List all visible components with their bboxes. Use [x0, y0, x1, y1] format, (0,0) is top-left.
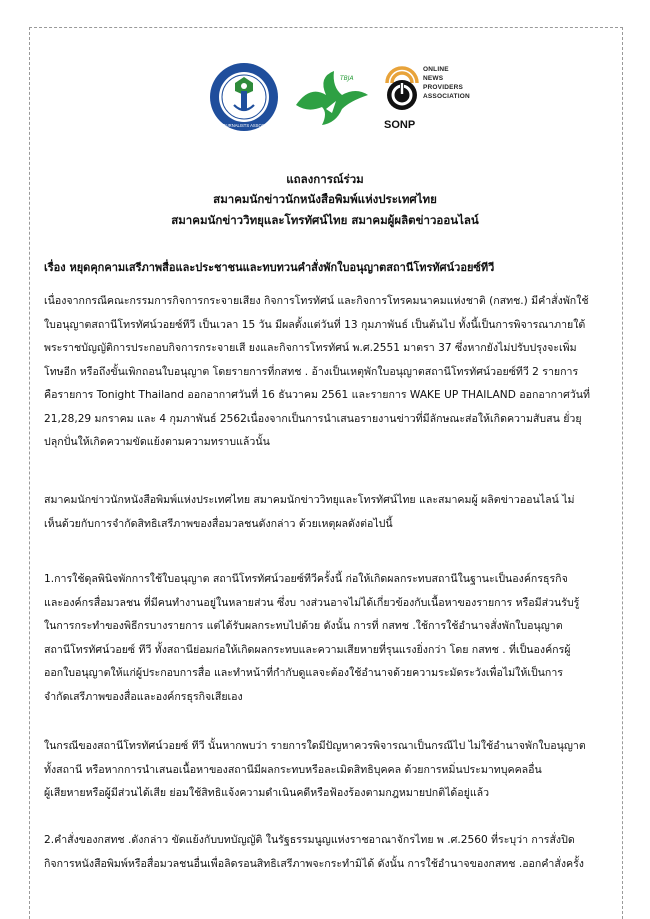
statement-org-2: สมาคมนักข่าววิทยุและโทรทัศน์ไทย สมาคมผู้ผลิตข่าวออนไลน์: [171, 213, 479, 227]
text-line: 2.คำสั่งของกสทช .ดังกล่าว ขัดแย้งกับบทบัญญัติ ในรัฐธรรมนูญแห่งราชอาณาจักรไทย พ .ศ.2560 ที่ระบุว่า การสั่งปิด: [44, 834, 575, 846]
text-line: ผู้เสียหายหรือผู้มีส่วนได้เสีย ย่อมใช้สิทธิแจ้งความดำเนินคดีหรือฟ้องร้องตามกฎหมายปกติได้อยู่แล้ว: [44, 787, 490, 799]
sonp-line-providers: PROVIDERS: [423, 84, 464, 91]
text-line: ออกใบอนุญาตให้แก่ผู้ประกอบการสื่อ และทำหน้าที่กำกับดูแลจะต้องใช้อำนาจด้วยความระมัดระวังเพื่อไม่ให้เป็นการ: [44, 667, 563, 679]
sonp-label: SONP: [384, 119, 416, 131]
text-line: สมาคมนักข่าวนักหนังสือพิมพ์แห่งประเทศไทย สมาคมนักข่าววิทยุและโทรทัศน์ไทย และสมาคมผู้ ผลิตข่าวออนไลน์ ไม่: [44, 494, 575, 506]
sonp-line-online: ONLINE: [423, 66, 449, 73]
tbja-bird-icon: [292, 65, 372, 135]
text-line: ทั้งสถานี หรือหากการนำเสนอเนื้อหาของสถานีมีผลกระทบหรือละเมิดสิทธิบุคคล ด้วยการหมิ่นประมาทบุคคลอื่น: [44, 763, 542, 776]
logo-strip: [0, 57, 650, 147]
text-line: เนื่องจากกรณีคณะกรรมการกิจการกระจายเสียง กิจการโทรทัศน์ และกิจการโทรคมนาคมแห่งชาติ (กสทช.) มีคำสั่งพักใช้: [44, 295, 589, 307]
text-line: จำกัดเสรีภาพของสื่อและองค์กรธุรกิจเสียเอง: [44, 690, 243, 703]
paragraph-point-2: [44, 829, 619, 876]
tbja-mark: TBJA: [340, 75, 354, 82]
paragraph-point-1: [44, 568, 619, 709]
text-line: เห็นด้วยกับการจำกัดสิทธิเสรีภาพของสื่อมวลชนดังกล่าว ด้วยเหตุผลดังต่อไปนี้: [44, 517, 393, 530]
text-line: 21,28,29 มกราคม และ 4 กุมภาพันธ์ 2562เนื่องจากเป็นการนำเสนอรายงานข่าวที่มีลักษณะส่อให้เกิดความสับสน ยั่วยุ: [44, 412, 582, 425]
paragraph-position: [44, 489, 619, 536]
paragraph-voice-tv-case: [44, 735, 619, 806]
sonp-wordmark: [423, 65, 470, 101]
text-line: ในการกระทำของพิธีกรบางรายการ แต่ได้รับผลกระทบไปด้วย ดังนั้น การที่ กสทช .ใช้การใช้อำนาจสั่งพักใบอนุญาต: [44, 620, 563, 632]
tja-seal-icon: [208, 61, 280, 133]
text-line: ในกรณีของสถานีโทรทัศน์วอยซ์ ทีวี นั้นหากพบว่า รายการใดมีปัญหาควรพิจารณาเป็นกรณีไป ไม่ใช้อำนาจพักใบอนุญาต: [44, 740, 586, 752]
text-line: ปลุกปั่นให้เกิดความขัดแย้งตามความทราบแล้วนั้น: [44, 436, 270, 448]
statement-subject: เรื่อง หยุดคุกคามเสรีภาพสื่อและประชาชนและทบทวนคำสั่งพักใบอนุญาตสถานีโทรทัศน์วอยซ์ทีวี: [44, 261, 495, 274]
text-line: คือรายการ Tonight Thailand ออกอากาศวันที่ 16 ธันวาคม 2561 และรายการ WAKE UP THAILAND ออกอากาศวันที่: [44, 389, 590, 401]
text-line: สถานีโทรทัศน์วอยซ์ ทีวี ทั้งสถานีย่อมก่อให้เกิดผลกระทบและความเสียหายที่รุนแรงยิ่งกว่า โดย กสทช . ที่เป็นองค์กรผู้: [44, 643, 571, 656]
paragraph-background: [44, 290, 619, 455]
sonp-logo: [383, 57, 493, 137]
statement-org-1: สมาคมนักข่าวนักหนังสือพิมพ์แห่งประเทศไทย: [213, 192, 437, 206]
statement-title: แถลงการณ์ร่วม: [286, 172, 364, 186]
text-line: กิจการหนังสือพิมพ์หรือสื่อมวลชนอื่นเพื่อลิดรอนสิทธิเสรีภาพจะกระทำมิได้ ดังนั้น การใช้อำนาจของกสทช .ออกคำสั่งครั้ง: [44, 857, 584, 870]
svg-text:THAI JOURNALISTS ASSOCIATION: THAI JOURNALISTS ASSOCIATION: [209, 123, 279, 128]
text-line: พระราชบัญญัติการประกอบกิจการกระจายเสี ยงและกิจการโทรทัศน์ พ.ศ.2551 มาตรา 37 ซึ่งหากยังไม่ปรับปรุงจะเพิ่ม: [44, 342, 577, 354]
text-line: และองค์กรสื่อมวลชน ที่มีคนทำงานอยู่ในหลายส่วน ซึ่งบ างส่วนอาจไม่ได้เกี่ยวข้องกับเนื้อหาของรายการ หรือมีส่วนรับรู้: [44, 596, 580, 609]
sonp-line-association: ASSOCIATION: [423, 93, 470, 100]
text-line: ใบอนุญาตสถานีโทรทัศน์วอยซ์ทีวี เป็นเวลา 15 วัน มีผลตั้งแต่วันที่ 13 กุมภาพันธ์ เป็นต้นไป ทั้งนี้เป็นการพิจารณาภายใต้: [44, 318, 586, 331]
sonp-line-news: NEWS: [423, 75, 444, 82]
text-line: โทษอีก หรือถึงขั้นเพิกถอนใบอนุญาต โดยรายการที่กสทช . อ้างเป็นเหตุพักใบอนุญาตสถานีโทรทัศน์วอยซ์ทีวี 2 รายการ: [44, 365, 579, 378]
text-line: 1.การใช้ดุลพินิจพักการใช้ใบอนุญาต สถานีโทรทัศน์วอยซ์ทีวีครั้งนี้ ก่อให้เกิดผลกระทบสถานีในฐานะเป็นองค์กรธุรกิจ: [44, 573, 568, 585]
